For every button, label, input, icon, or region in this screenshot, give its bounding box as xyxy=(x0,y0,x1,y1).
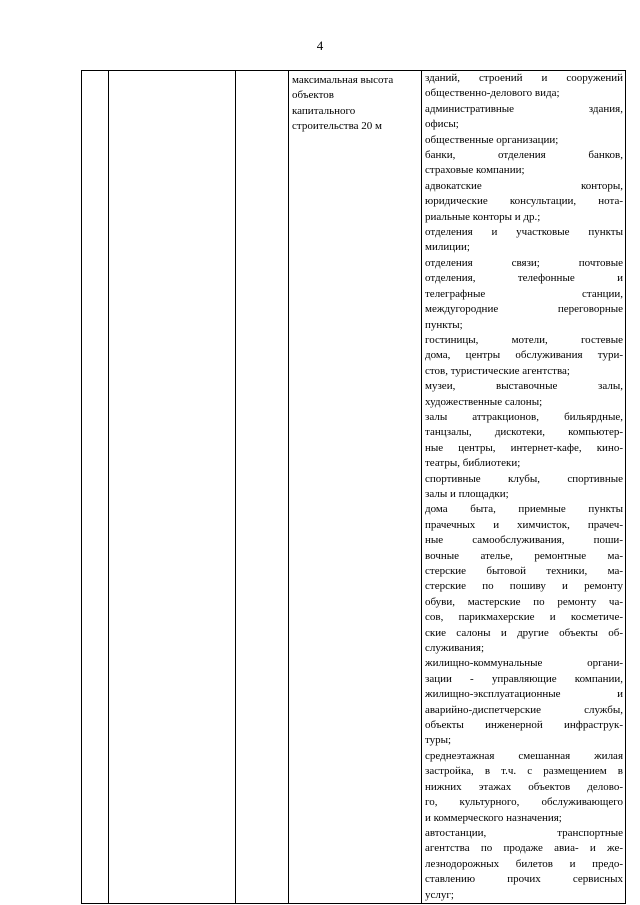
permitted-use-line: сов, парикмахерские и косметиче- xyxy=(425,611,623,624)
permitted-use-line: автостанции, транспортные xyxy=(425,826,623,839)
permitted-use-line: застройка, в т.ч. с размещением в xyxy=(425,765,623,778)
permitted-use-line: жилищно-эксплуатационные и xyxy=(425,688,623,701)
permitted-use-line: офисы; xyxy=(425,118,459,131)
height-line: капитального xyxy=(292,104,356,117)
permitted-use-line: прачечных и химчисток, прачеч- xyxy=(425,518,623,531)
permitted-use-line: адвокатские конторы, xyxy=(425,179,623,192)
permitted-use-line: вочные ателье, ремонтные ма- xyxy=(425,549,623,562)
table-cell-empty-2 xyxy=(109,71,236,904)
permitted-use-line: телеграфные станции, xyxy=(425,287,623,300)
permitted-use-line: риальные конторы и др.; xyxy=(425,210,541,223)
permitted-use-line: гостиницы, мотели, гостевые xyxy=(425,333,623,346)
permitted-use-line: объекты инженерной инфраструк- xyxy=(425,719,623,732)
permitted-use-line: страховые компании; xyxy=(425,164,525,177)
permitted-use-line: зации - управляющие компании, xyxy=(425,672,623,685)
height-line: объектов xyxy=(292,89,334,102)
height-line: строительства 20 м xyxy=(292,120,382,133)
permitted-use-line: агентства по продаже авиа- и же- xyxy=(425,842,623,855)
table-row xyxy=(82,71,626,904)
table-cell-empty-1 xyxy=(82,71,109,904)
permitted-use-line: стерские бытовой техники, ма- xyxy=(425,565,623,577)
permitted-use-line: дома быта, приемные пункты xyxy=(425,503,623,516)
permitted-use-line: аварийно-диспетчерские службы, xyxy=(425,703,623,716)
permitted-use-line: театры, библиотеки; xyxy=(425,457,521,470)
permitted-use-line: ские салоны и другие объекты об- xyxy=(425,626,623,639)
permitted-use-line: услуг; xyxy=(425,888,454,901)
permitted-use-line: залы аттракционов, бильярдные, xyxy=(425,410,623,423)
permitted-use-line: банки, отделения банков, xyxy=(425,149,623,162)
permitted-use-line: междугородние переговорные xyxy=(425,303,623,316)
table-cell-empty-3 xyxy=(236,71,289,904)
permitted-use-line: административные здания, xyxy=(425,102,623,115)
permitted-use-line: ные самообслуживания, поши- xyxy=(425,534,623,547)
permitted-use-line: зданий, строений и сооружений xyxy=(425,72,623,84)
permitted-use-line: стов, туристические агентства; xyxy=(425,364,570,377)
permitted-use-line: отделения, телефонные и xyxy=(425,272,623,285)
permitted-use-line: залы и площадки; xyxy=(425,487,509,500)
permitted-use-line: обуви, мастерские по ремонту ча- xyxy=(425,595,623,608)
permitted-use-line: ные центры, интернет-кафе, кино- xyxy=(425,441,623,454)
permitted-use-line: и коммерческого назначения; xyxy=(425,811,562,824)
permitted-use-line: жилищно-коммунальные органи- xyxy=(425,657,623,670)
permitted-use-line: туры; xyxy=(425,734,452,747)
zoning-table xyxy=(81,70,626,904)
page-number: 4 xyxy=(316,38,324,53)
permitted-use-line: милиции; xyxy=(425,241,470,254)
permitted-use-line: юридические консультации, нота- xyxy=(425,195,623,208)
permitted-use-line: спортивные клубы, спортивные xyxy=(425,472,623,485)
permitted-use-line: стерские по пошиву и ремонту xyxy=(425,580,623,593)
table-cell-permitted-uses xyxy=(422,71,626,904)
permitted-use-line: музеи, выставочные залы, xyxy=(425,380,623,393)
permitted-use-line: художественные салоны; xyxy=(425,395,543,408)
permitted-use-line: ставлению прочих сервисных xyxy=(425,873,623,886)
permitted-use-line: среднеэтажная смешанная жилая xyxy=(425,749,623,762)
permitted-use-line: танцзалы, дискотеки, компьютер- xyxy=(425,426,623,439)
permitted-use-line: пункты; xyxy=(425,318,463,331)
permitted-use-line: отделения связи; почтовые xyxy=(425,256,623,269)
permitted-use-line: служивания; xyxy=(425,642,485,655)
permitted-use-line: общественные организации; xyxy=(425,133,559,146)
permitted-use-line: нижних этажах объектов делово- xyxy=(425,780,623,793)
table-cell-height-limit xyxy=(289,71,422,904)
permitted-use-line: лезнодорожных билетов и предо- xyxy=(425,857,623,870)
height-line: максимальная высота xyxy=(292,74,394,86)
permitted-use-line: дома, центры обслуживания тури- xyxy=(425,349,623,362)
permitted-use-line: общественно-делового вида; xyxy=(425,87,560,100)
permitted-use-line: отделения и участковые пункты xyxy=(425,226,623,239)
permitted-use-line: го, культурного, обслуживающего xyxy=(425,796,623,809)
